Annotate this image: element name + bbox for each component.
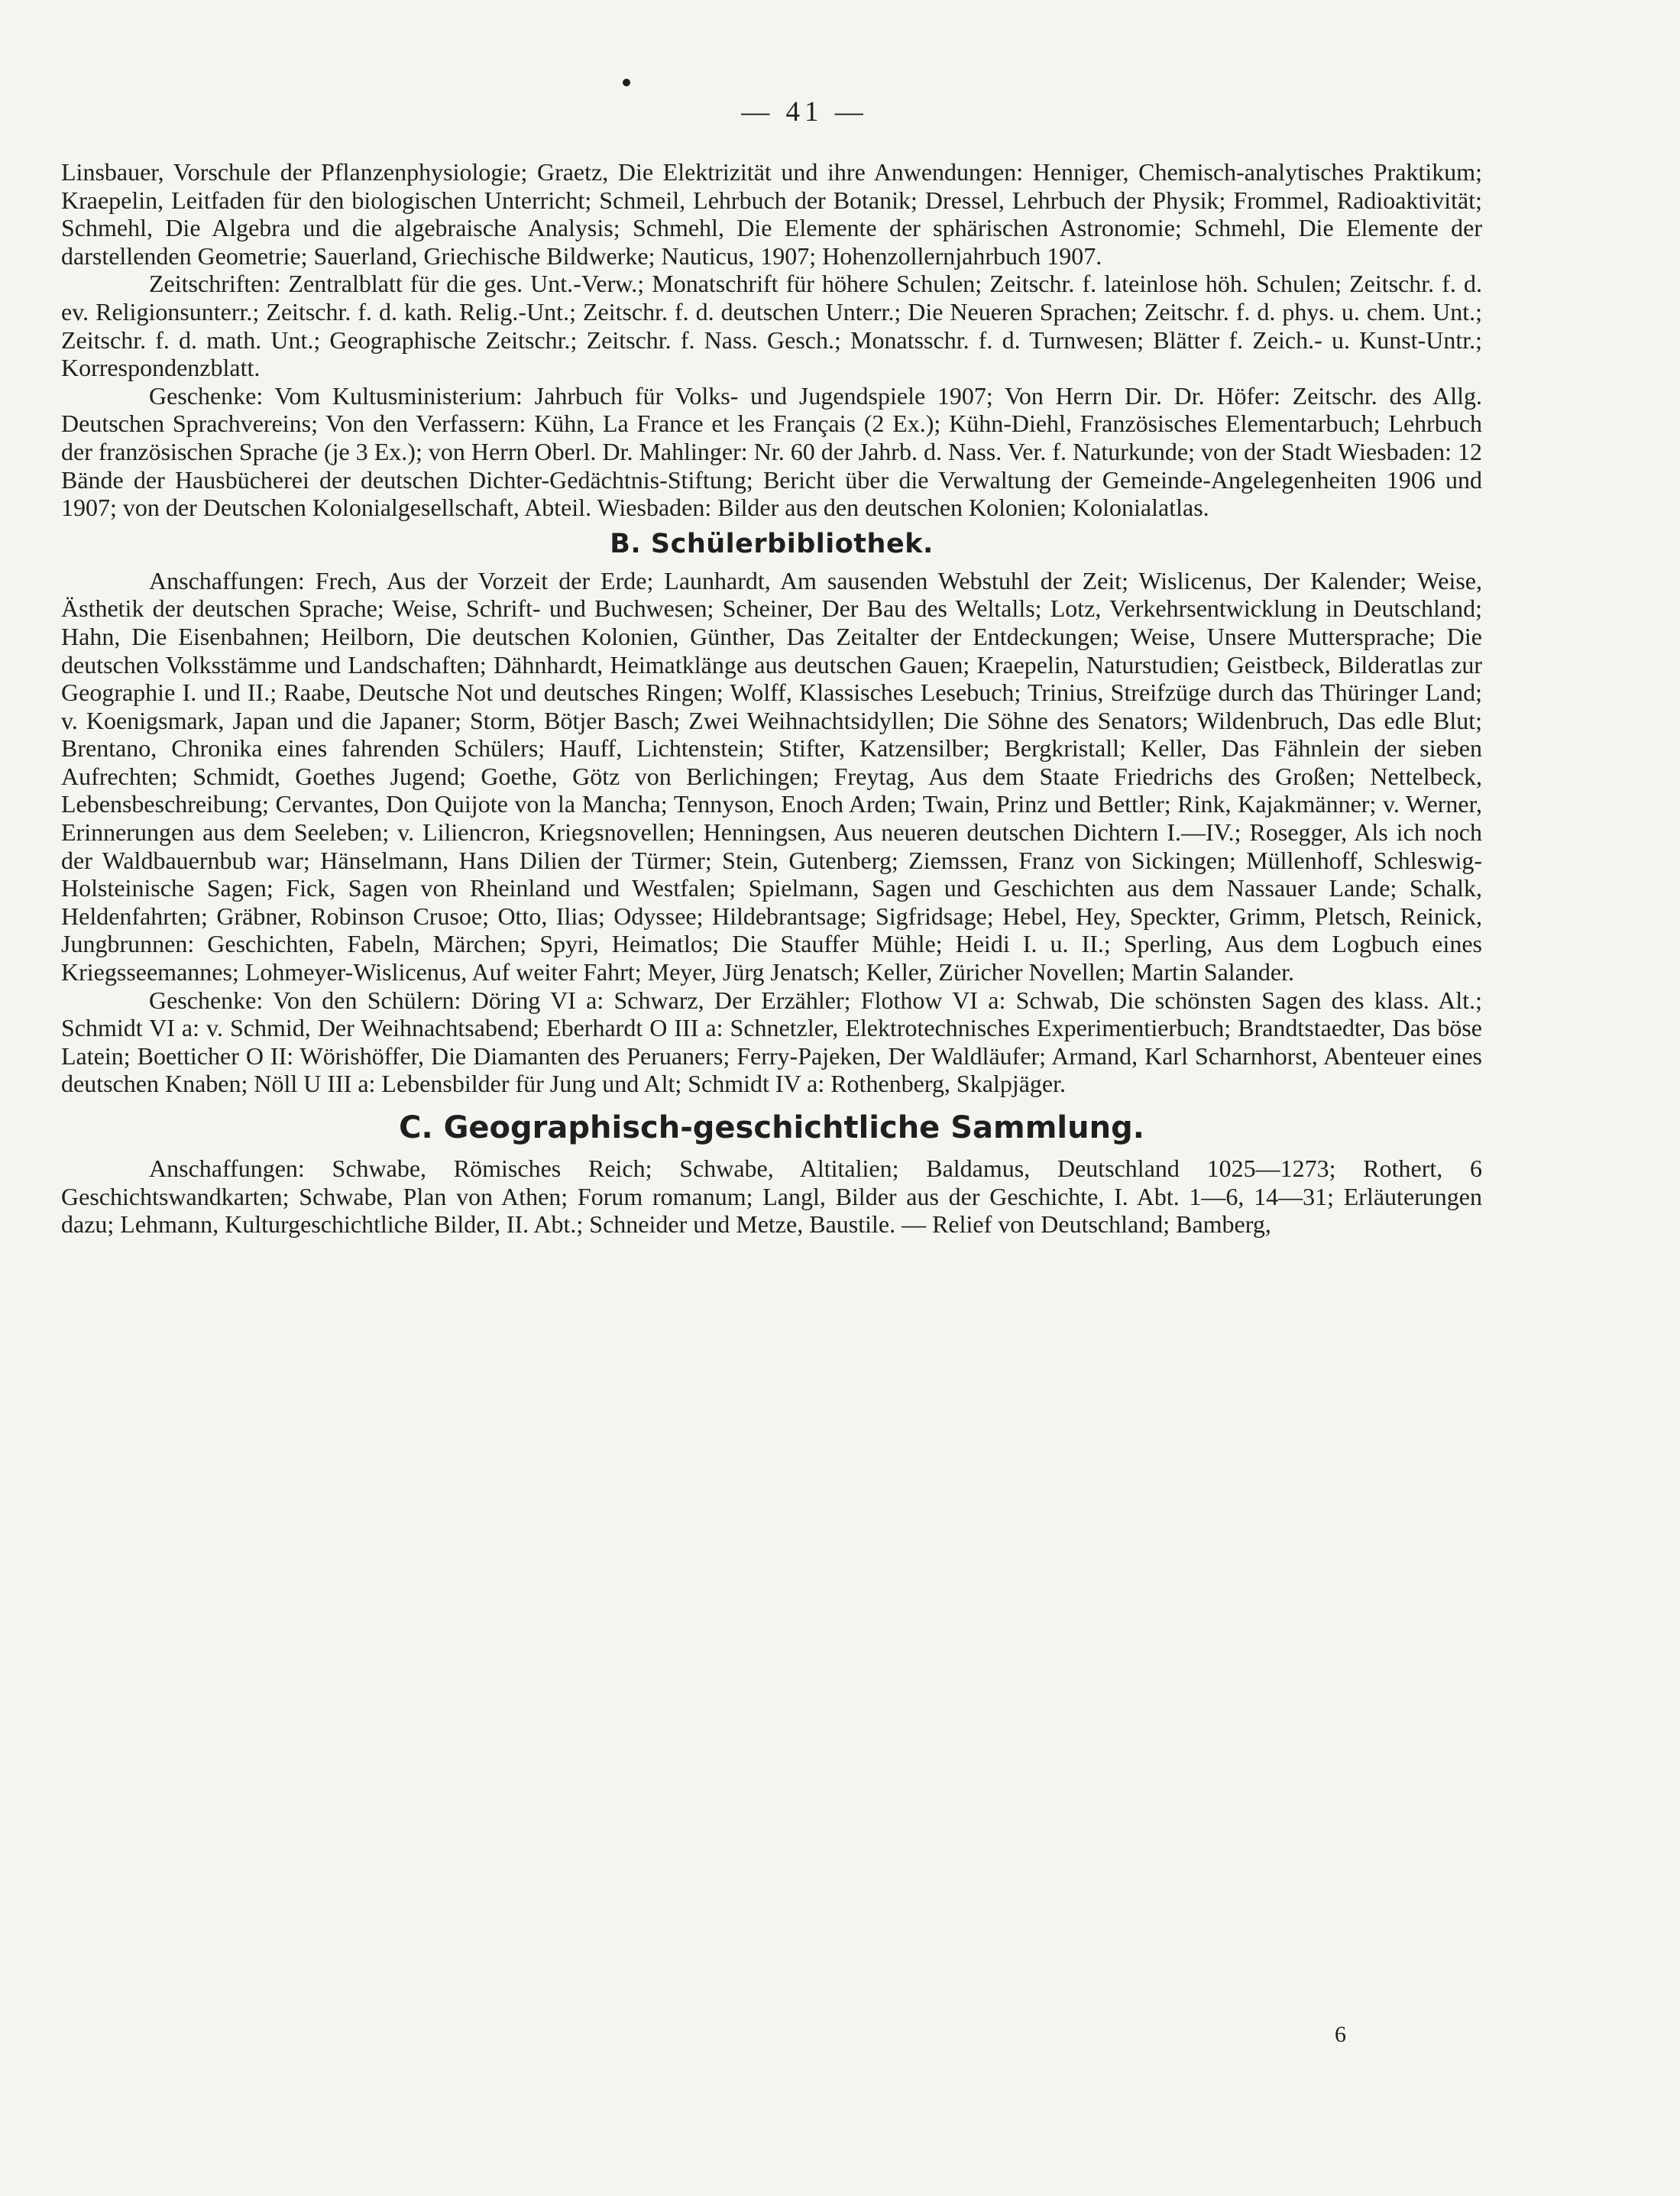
section-heading-schuelerbibliothek: B. Schülerbibliothek. [610,528,934,559]
section-heading-geographisch-geschichtliche-sammlung: C. Geographisch-geschichtliche Sammlung. [399,1110,1144,1145]
paragraph-sammlung-anschaffungen: Anschaffungen: Schwabe, Römisches Reich; Schwabe, Altitalien; Baldamus, Deutschland 1025—1273; Rothert, 6 Geschichtswandkarten; Schwabe, Plan von Athen; Forum romanum; Langl, Bilder aus der Geschichte, I. Abt. 1—6, 14—31; Erläuterungen dazu; Lehmann, Kulturgeschichtliche Bilder, II. Abt.; Schneider und Metze, Baustile. — Relief von Deutschland; Bamberg, [61,1155,1482,1239]
paragraph-schuelerbibliothek-geschenke: Geschenke: Von den Schülern: Döring VI a: Schwarz, Der Erzähler; Flothow VI a: Schwab, Die schönsten Sagen des klass. Alt.; Schmidt VI a: v. Schmid, Der Weihnachtsabend; Eberhardt O III a: Schnetzler, Elektrotechnisches Experimentierbuch; Brandtstaedter, Das böse Latein; Boetticher O II: Wörishöffer, Die Diamanten des Peruaners; Ferry-Pajeken, Der Waldläufer; Armand, Karl Scharnhorst, Abenteuer eines deutschen Knaben; Nöll U III a: Lebensbilder für Jung und Alt; Schmidt IV a: Rothenberg, Skalpjäger. [61,986,1482,1098]
page-content [61,158,1482,1239]
paragraph-geschenke: Geschenke: Vom Kultusministerium: Jahrbuch für Volks- und Jugendspiele 1907; Von Herrn Dir. Dr. Höfer: Zeitschr. des Allg. Deutschen Sprachvereins; Von den Verfassern: Kühn, La France et les Français (2 Ex.); Kühn-Diehl, Französisches Elementarbuch; Lehrbuch der französischen Sprache (je 3 Ex.); von Herrn Oberl. Dr. Mahlinger: Nr. 60 der Jahrb. d. Nass. Ver. f. Naturkunde; von der Stadt Wiesbaden: 12 Bände der Hausbücherei der deutschen Dichter-Gedächtnis-Stiftung; Bericht über die Verwaltung der Gemeinde-Angelegenheiten 1906 und 1907; von der Deutschen Kolonialgesellschaft, Abteil. Wiesbaden: Bilder aus den deutschen Kolonien; Kolonialatlas. [61,381,1482,522]
signature-mark: 6 [1335,2022,1346,2047]
page-number: — 41 — [741,96,868,128]
paragraph-zeitschriften: Zeitschriften: Zentralblatt für die ges. Unt.-Verw.; Monatschrift für höhere Schulen; Zeitschr. f. lateinlose höh. Schulen; Zeitschr. f. d. ev. Religionsunterr.; Zeitschr. f. d. kath. Relig.-Unt.; Zeitschr. f. d. deutschen Unterr.; Die Neueren Sprachen; Zeitschr. f. d. phys. u. chem. Unt.; Zeitschr. f. d. math. Unt.; Geographische Zeitschr.; Zeitschr. f. Nass. Gesch.; Monatsschr. f. d. Turnwesen; Blätter f. Zeich.- u. Kunst-Untr.; Korrespondenzblatt. [61,270,1482,382]
paragraph-schuelerbibliothek-anschaffungen: Anschaffungen: Frech, Aus der Vorzeit der Erde; Launhardt, Am sausenden Webstuhl der Zeit; Wislicenus, Der Kalender; Weise, Ästhetik der deutschen Sprache; Weise, Schrift- und Buchwesen; Scheiner, Der Bau des Weltalls; Lotz, Verkehrsentwicklung in Deutschland; Hahn, Die Eisenbahnen; Heilborn, Die deutschen Kolonien, Günther, Das Zeitalter der Entdeckungen; Weise, Unsere Muttersprache; Die deutschen Volksstämme und Landschaften; Dähnhardt, Heimatklänge aus deutschen Gauen; Kraepelin, Naturstudien; Geistbeck, Bilderatlas zur Geographie I. und II.; Raabe, Deutsche Not und deutsches Ringen; Wolff, Klassisches Lesebuch; Trinius, Streifzüge durch das Thüringer Land; v. Koenigsmark, Japan und die Japaner; Storm, Bötjer Basch; Zwei Weihnachtsidyllen; Die Söhne des Senators; Wildenbruch, Das edle Blut; Brentano, Chronika eines fahrenden Schülers; Hauff, Lichtenstein; Stifter, Katzensilber; Bergkristall; Keller, Das Fähnlein der sieben Aufrechten; Schmidt, Goethes Jugend; Goethe, Götz von Berlichingen; Freytag, Aus dem Staate Friedrichs des Großen; Nettelbeck, Lebensbeschreibung; Cervantes, Don Quijote von la Mancha; Tennyson, Enoch Arden; Twain, Prinz und Bettler; Rink, Kajakmänner; v. Werner, Erinnerungen aus dem Seeleben; v. Liliencron, Kriegsnovellen; Henningsen, Aus neueren deutschen Dichtern I.—IV.; Rosegger, Als ich noch der Waldbauernbub war; Hänselmann, Hans Dilien der Türmer; Stein, Gutenberg; Ziemssen, Franz von Sickingen; Müllenhoff, Schleswig-Holsteinische Sagen; Fick, Sagen von Rheinland und Westfalen; Spielmann, Sagen und Geschichten aus dem Nassauer Lande; Schalk, Heldenfahrten; Gräbner, Robinson Crusoe; Otto, Ilias; Odyssee; Hildebrantsage; Sigfridsage; Hebel, Hey, Speckter, Grimm, Pletsch, Reinick, Jungbrunnen: Geschichten, Fabeln, Märchen; Spyri, Heimatlos; Die Stauffer Mühle; Heidi I. u. II.; Sperling, Aus dem Logbuch eines Kriegsseemannes; Lohmeyer-Wislicenus, Auf weiter Fahrt; Meyer, Jürg Jenatsch; Keller, Züricher Novellen; Martin Salander. [61,566,1482,986]
document-page [53,0,1627,2196]
paragraph-book-list: Linsbauer, Vorschule der Pflanzenphysiologie; Graetz, Die Elektrizität und ihre Anwendungen: Henniger, Chemisch-analytisches Praktikum; Kraepelin, Leitfaden für den biologischen Unterricht; Schmeil, Lehrbuch der Botanik; Dressel, Lehrbuch der Physik; Frommel, Radioaktivität; Schmehl, Die Algebra und die algebraische Analysis; Schmehl, Die Elemente der sphärischen Astronomie; Schmehl, Die Elemente der darstellenden Geometrie; Sauerland, Griechische Bildwerke; Nauticus, 1907; Hohenzollernjahrbuch 1907. [61,158,1482,270]
ink-dot-mark [623,79,630,86]
